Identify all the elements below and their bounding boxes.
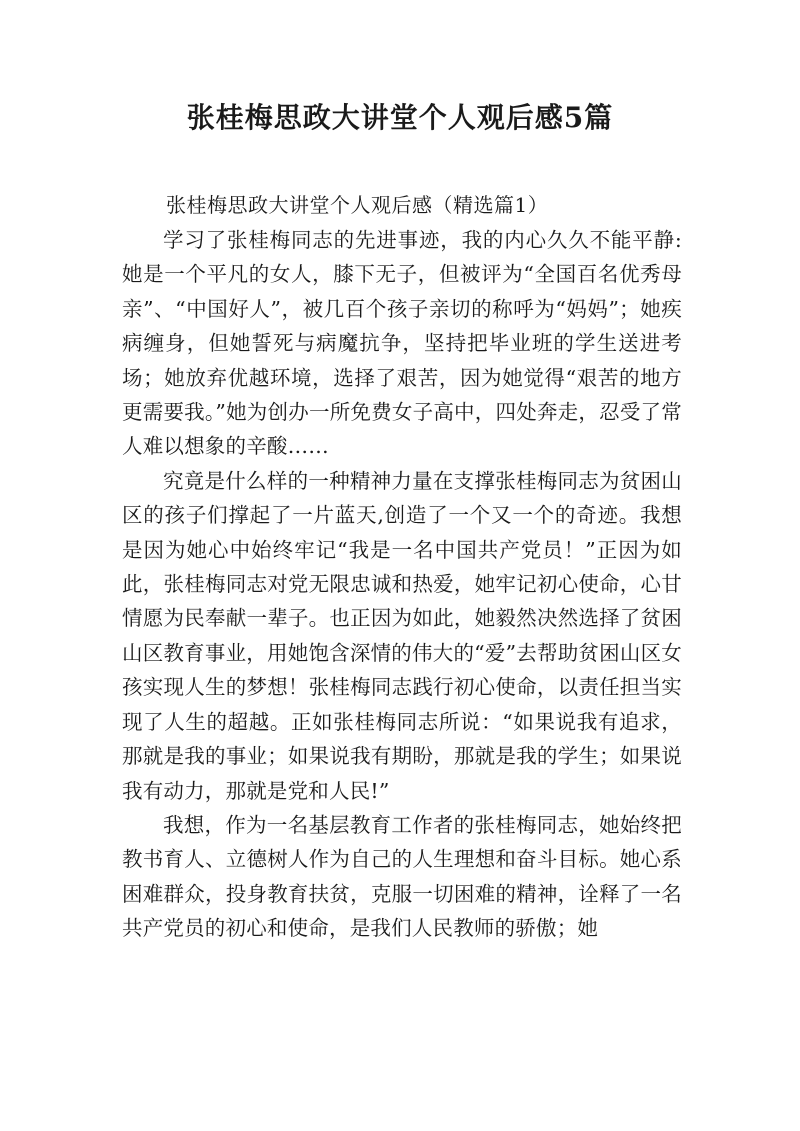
section-subtitle: 张桂梅思政大讲堂个人观后感（精选篇1）: [166, 193, 549, 217]
paragraph-3: 我想，作为一名基层教育工作者的张桂梅同志，她始终把教书育人、立德树人作为自己的人生理想和奋斗目标。她心系困难群众，投身教育扶贫，克服一切困难的精神，诠释了一名共产党员的初心和使命，是我们人民教师的骄傲；她: [122, 812, 682, 941]
paragraph-1: 学习了张桂梅同志的先进事迹，我的内心久久不能平静:她是一个平凡的女人，膝下无子，但被评为“全国百名优秀母亲”、“中国好人”，被几百个孩子亲切的称呼为“妈妈”；她疾病缠身，但她誓死与病魔抗争，坚持把毕业班的学生送进考场；她放弃优越环境，选择了艰苦，因为她觉得“艰苦的地方更需要我。”她为创办一所免费女子高中，四处奔走，忍受了常人难以想象的辛酸……: [122, 228, 682, 459]
document-title: 张桂梅思政大讲堂个人观后感5篇: [186, 101, 614, 134]
body-text: [122, 223, 682, 946]
paragraph-2: 究竟是什么样的一种精神力量在支撑张桂梅同志为贫困山区的孩子们撑起了一片蓝天,创造了一个又一个的奇迹。我想是因为她心中始终牢记“我是一名中国共产党员！”正因为如此，张桂梅同志对党无限忠诚和热爱，她牢记初心使命，心甘情愿为民奉献一辈子。也正因为如此，她毅然决然选择了贫困山区教育事业，用她饱含深情的伟大的“爱”去帮助贫困山区女孩实现人生的梦想！张桂梅同志践行初心使命，以责任担当实现了人生的超越。正如张桂梅同志所说：“如果说我有追求，那就是我的事业；如果说我有期盼，那就是我的学生；如果说我有动力，那就是党和人民!”: [122, 468, 682, 803]
